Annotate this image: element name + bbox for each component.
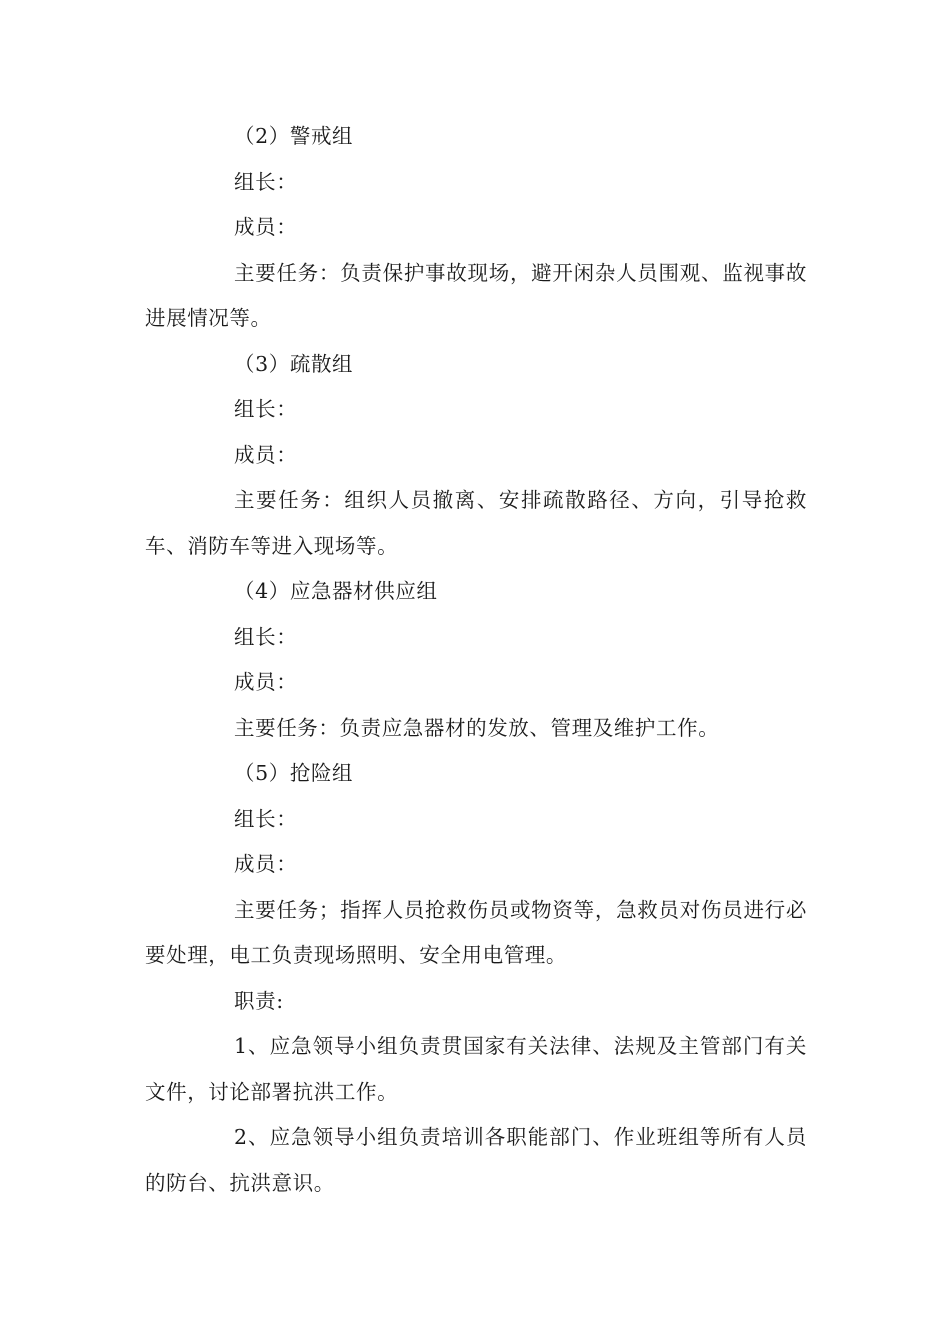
supply-group-leader-line: 组长： bbox=[234, 624, 298, 649]
evacuation-group-leader-line: 组长： bbox=[234, 397, 298, 421]
evacuation-group-task-paragraph: 主要任务：组织人员撤离、安排疏散路径、方向，引导抢救车、消防车等进入现场等。 bbox=[145, 488, 807, 558]
supply-group-members-line: 成员： bbox=[234, 670, 298, 694]
rescue-group-leader-line: 组长： bbox=[234, 806, 298, 831]
guard-group-members-line: 成员： bbox=[234, 215, 298, 239]
guard-group-leader-line: 组长： bbox=[234, 169, 298, 194]
evacuation-group-members-line: 成员： bbox=[234, 442, 298, 467]
section-heading-evacuation-group: （3）疏散组 bbox=[234, 351, 354, 376]
rescue-group-members-line: 成员： bbox=[234, 852, 298, 876]
duties-heading: 职责: bbox=[234, 988, 284, 1013]
supply-group-task-paragraph: 主要任务：负责应急器材的发放、管理及维护工作。 bbox=[234, 715, 720, 740]
section-heading-guard-group: （2）警戒组 bbox=[234, 124, 354, 148]
duty-item-2: 2、应急领导小组负责培训各职能部门、作业班组等所有人员的防台、抗洪意识。 bbox=[145, 1125, 807, 1195]
guard-group-task-paragraph: 主要任务：负责保护事故现场，避开闲杂人员围观、监视事故进展情况等。 bbox=[145, 260, 807, 330]
rescue-group-task-paragraph: 主要任务；指挥人员抢救伤员或物资等，急救员对伤员进行必要处理，电工负责现场照明、安全用电管理。 bbox=[145, 897, 807, 967]
duty-item-1: 1、应急领导小组负责贯国家有关法律、法规及主管部门有关文件，讨论部署抗洪工作。 bbox=[145, 1034, 807, 1104]
document-body bbox=[145, 114, 807, 1206]
section-heading-rescue-group: （5）抢险组 bbox=[234, 761, 354, 785]
section-heading-supply-group: （4）应急器材供应组 bbox=[234, 579, 438, 603]
